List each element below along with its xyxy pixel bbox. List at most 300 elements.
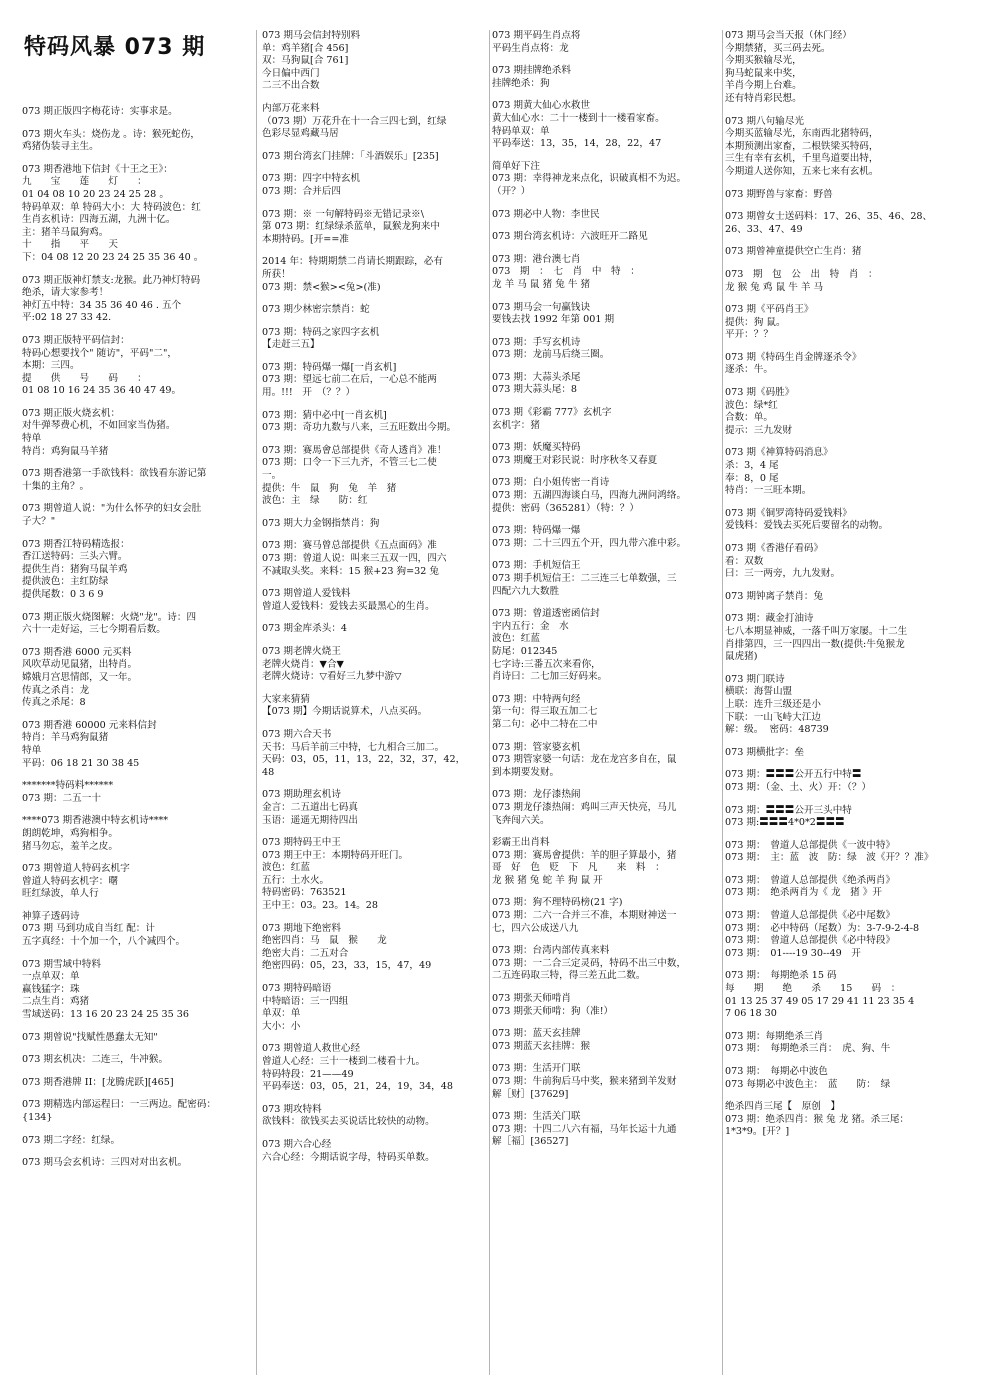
- text-block: [492, 442, 720, 467]
- text-line: 平码奉送：13，35，14，28，22，47: [492, 138, 662, 150]
- text-block: [492, 254, 720, 292]
- text-line: 绝杀四肖三尾【 原创 】: [725, 1101, 841, 1113]
- text-line: 二五连码取三特，得三差五此二数。: [492, 970, 646, 982]
- text-line: 挂牌绝杀：狗: [492, 77, 550, 89]
- text-line: 073 期：合并后四: [262, 185, 341, 197]
- text-line: 内部万花来料: [262, 102, 320, 114]
- text-block: [262, 729, 487, 779]
- text-line: 防尾：012345: [492, 645, 558, 657]
- text-line: 提供尾数：0 3 6 9: [22, 589, 104, 600]
- text-line: 二三不出合数: [262, 80, 320, 92]
- text-block: [492, 742, 720, 780]
- text-line: 26、33、47、49: [725, 223, 803, 235]
- text-line: 今期买猴输尽光，: [725, 55, 802, 67]
- text-line: 073 期：龙仔漆热闹: [492, 789, 581, 801]
- text-line: 玉语：遥遥无期待四出: [262, 814, 358, 826]
- text-block: [725, 211, 957, 236]
- text-line: 黄大仙心水：二十一楼到十一楼看家畜。: [492, 112, 665, 124]
- text-line: 下：04 08 12 20 23 24 25 35 36 40 。: [22, 251, 204, 263]
- text-line: 要钱去找 1992 年第 001 期: [492, 314, 615, 326]
- text-line: 073 期： 曾道人总部提供《必中特段》: [725, 935, 896, 947]
- text-line: 特肖：鸡狗鼠马羊猪: [22, 445, 109, 457]
- text-line: 073 期：蓝天玄挂牌: [492, 1028, 581, 1040]
- text-line: 飞奔闯六关。: [492, 814, 550, 826]
- text-line: 曰：三一两旁，九九发财。: [725, 568, 841, 580]
- text-line: 合数：单。: [725, 412, 773, 424]
- text-line: 073 期王中王：本期特码开旺门。: [262, 849, 409, 861]
- text-line: 平:02 18 27 33 42.: [22, 312, 112, 324]
- text-block: [492, 945, 720, 983]
- text-line: 073 期：幸得神龙来点化，识破真相不为迟。: [492, 173, 687, 185]
- text-line: 猪马勿忘，羞羊之皮。: [22, 840, 118, 852]
- text-line: 曾道人心经：三十一楼到二楼看十九。: [262, 1056, 426, 1067]
- text-block: [492, 407, 720, 432]
- text-block: [262, 304, 487, 317]
- text-line: 宇内五行：金 水: [492, 620, 569, 632]
- text-line: 073 期：特码爆一爆[一肖玄机]: [262, 361, 397, 373]
- text-line: 提供生肖：猪狗马鼠羊鸡: [22, 563, 128, 575]
- text-line: 01 08 10 16 24 35 36 40 47 49。: [22, 385, 182, 397]
- text-line: 【走赶三五】: [262, 339, 320, 351]
- text-line: 073 期：龙前马后绕三圈。: [492, 349, 610, 361]
- text-line: 073 期《铜罗湾特码爱钱料》: [725, 507, 852, 519]
- text-line: 1*3*9。[开？]: [725, 1126, 790, 1138]
- text-line: 073 期正版火烧玄机：: [22, 407, 121, 419]
- text-block: [725, 875, 957, 900]
- text-line: 073 期曾道人救世心经: [262, 1043, 361, 1055]
- text-line: 中特暗语：三一四组: [262, 995, 349, 1007]
- text-line: 特单: [22, 433, 42, 445]
- text-line: 爱钱料：爱钱去买死后要留名的动物。: [725, 520, 889, 532]
- text-line: 073 期魔王对彩民说：时序秋冬又春夏: [492, 454, 658, 466]
- text-block: [22, 863, 240, 901]
- text-line: 所获！: [262, 268, 291, 280]
- text-line: 哥 好 色 贬 下 凡 来 料 ：: [492, 862, 665, 874]
- text-line: 073 期攻特料: [262, 1103, 322, 1115]
- text-line: 波色：红蓝: [492, 633, 540, 645]
- text-line: 雪域送码：13 16 20 23 24 25 35 36: [22, 1009, 189, 1021]
- text-block: [22, 911, 240, 949]
- text-line: 香江送特码：三头六臂。: [22, 551, 128, 563]
- text-line: 073 期： 曾道人总部提供《必中尾数》: [725, 910, 896, 922]
- text-line: 传真之杀肖：龙: [22, 684, 90, 696]
- text-line: 073 期：望远七前二在后，一心总不能两: [262, 374, 437, 386]
- text-block: [492, 65, 720, 90]
- text-line: 主：猪羊马鼠狗鸡。: [22, 226, 109, 238]
- text-line: 一。: [262, 470, 282, 482]
- text-line: 上联：连升三级还是小: [725, 698, 821, 710]
- text-line: 073 期：生活关门联: [492, 1111, 581, 1123]
- text-line: 龙 猴 兔 鸡 鼠 牛 羊 马: [725, 281, 824, 293]
- text-line: 073 期香港地下信封《十王之王》：: [22, 163, 173, 175]
- text-line: ****073 期香港澳中特玄机诗****: [22, 815, 169, 827]
- text-block: [725, 613, 957, 663]
- text-block: [492, 993, 720, 1018]
- text-line: 073 期：绝杀四肖：猴 兔 龙 猪。杀三尾：: [725, 1113, 910, 1125]
- text-line: 色彩尽显鸡藏马居: [262, 128, 339, 140]
- text-line: 到本期要发财。: [492, 766, 560, 778]
- text-block: [262, 103, 487, 141]
- text-line: 073 期地下绝密料: [262, 922, 341, 934]
- text-line: 073 期少林密宗禁肖：蛇: [262, 304, 370, 316]
- text-line: 073 期：二六一合并三不准，本期财神送一: [492, 910, 677, 922]
- text-line: 本期特码。[开==准: [262, 233, 349, 245]
- text-line: 第二句：必中二特在二中: [492, 718, 598, 730]
- text-line: 提供：密码（365281）（特：？）: [492, 502, 639, 514]
- text-block: [492, 372, 720, 397]
- text-line: 073 期马会一句赢钱诀: [492, 301, 591, 313]
- text-line: 073 期台湾玄机诗：六波旺开二路见: [492, 231, 648, 243]
- text-line: 七八本期显神威，一落千叫万家屡。十二生: [725, 625, 908, 637]
- text-block: [725, 447, 957, 497]
- text-block: [262, 30, 487, 93]
- text-line: 073 期张天师啃：狗（准!）: [492, 1005, 614, 1017]
- text-line: 看：双数: [725, 555, 764, 567]
- text-line: 王中王：03。23。14。28: [262, 900, 378, 912]
- text-line: 073 期曾道人爱钱料: [262, 588, 351, 600]
- text-line: 073 期：生活开门联: [492, 1063, 581, 1075]
- newspaper-page: [22, 30, 972, 1375]
- text-line: 073 期老牌火烧王: [262, 645, 341, 657]
- text-line: 073 期： 绝杀两肖为《 龙 猪 》开: [725, 887, 882, 899]
- text-line: 073 期：猜中必中[一肖玄机]: [262, 409, 387, 421]
- text-line: 073 期曾女士送码料：17、26、35、46、28、: [725, 211, 933, 223]
- text-line: 073 期： 必中特码（尾数）为：3-7-9-2-4-8: [725, 922, 920, 934]
- text-line: 天码：03，05，11，13，22，32，37，42，: [262, 754, 466, 766]
- text-line: 今日偏中西门: [262, 67, 320, 79]
- text-block: [22, 106, 240, 119]
- text-block: [22, 647, 240, 710]
- text-line: 073 期：手写玄机诗: [492, 336, 581, 348]
- text-line: 解［财］[37629]: [492, 1088, 569, 1100]
- text-line: 073 期： 01----19 30--49 开: [725, 947, 861, 959]
- text-line: 073 期：曾道透密函信封: [492, 608, 600, 620]
- text-line: 绝杀，请大家参考！: [22, 287, 109, 299]
- text-line: 老牌火烧肖：▼合▼: [262, 658, 344, 670]
- text-line: 今期道人送你知，五来七来有玄机。: [725, 165, 879, 177]
- text-line: 073 期香港 60000 元来料信封: [22, 719, 157, 731]
- text-block: [492, 30, 720, 55]
- text-line: 073 期香江特码精选报：: [22, 538, 130, 550]
- text-line: 肖诗曰：二七加三好码来。: [492, 671, 608, 683]
- text-block: [492, 477, 720, 515]
- text-line: 每 期 绝 杀 15 码 ：: [725, 983, 901, 995]
- text-line: 特码特段：21——49: [262, 1068, 354, 1080]
- text-line: 073 期：口令一下三九齐，不管三七二使: [262, 457, 437, 469]
- text-line: {134}: [22, 1112, 53, 1123]
- text-line: 解［福］[36527]: [492, 1136, 569, 1148]
- text-line: 073 期： 曾道人总部提供《一波中特》: [725, 839, 896, 851]
- text-line: 073 期《神算特码消息》: [725, 447, 833, 459]
- column-divider: [489, 30, 490, 1375]
- text-line: 朗朗乾坤，鸡狗相争。: [22, 827, 118, 839]
- text-block: [22, 275, 240, 325]
- text-line: 天书：马后羊前三中特，七九相合三加二。: [262, 741, 445, 753]
- text-line: 特码密码：763521: [262, 887, 347, 899]
- text-line: 龙 猴 猪 兔 蛇 羊 狗 鼠 开: [492, 874, 603, 886]
- column-2: [262, 30, 487, 1375]
- text-block: [262, 445, 487, 508]
- text-block: [725, 116, 957, 179]
- text-block: [262, 256, 487, 294]
- text-line: 六十一走好运，三七今期看后数。: [22, 624, 166, 636]
- text-line: 绝密四肖：马 鼠 猴 龙: [262, 935, 387, 947]
- text-line: 杀：3，4 尾: [725, 460, 779, 472]
- text-line: 073 期张天师啃肖: [492, 993, 571, 1005]
- text-line: （073 期）万花升在十一合三四七到，红绿: [262, 115, 447, 127]
- page-title: 特码风暴 073 期: [24, 35, 206, 60]
- text-line: 073 期：赛马曾总部提供《五点面码》准: [262, 540, 437, 552]
- text-line: 提供：狗 鼠。: [725, 316, 786, 328]
- text-line: 01 04 08 10 20 23 24 25 28 。: [22, 188, 169, 200]
- text-line: 曾道人特码玄机字：曙: [22, 875, 118, 887]
- text-line: 073 期：四字中特玄机: [262, 173, 361, 185]
- text-line: 特肖：羊马鸡狗鼠猪: [22, 732, 109, 744]
- text-line: 单：鸡羊猪[合 456]: [262, 42, 349, 54]
- text-line: 073 期《码胜》: [725, 387, 795, 399]
- text-line: 特肖：一三旺本期。: [725, 485, 812, 497]
- text-line: 2014 年：特期期禁二肖请长期跟踪，必有: [262, 256, 443, 268]
- text-line: 大家来猜猜: [262, 693, 310, 705]
- text-block: [262, 173, 487, 198]
- text-block: [492, 608, 720, 684]
- text-line: 073 期：〓〓〓公开三头中特: [725, 804, 852, 816]
- text-block: [262, 694, 487, 719]
- text-line: 提示：三九发财: [725, 424, 793, 436]
- text-line: 073 期正版火烧图解：火烧"龙"。诗：四: [22, 611, 197, 623]
- text-line: 073 期： 每期绝杀三肖： 虎、狗、牛: [725, 1043, 891, 1055]
- text-line: 双：马狗鼠[合 761]: [262, 55, 349, 67]
- text-block: [262, 789, 487, 827]
- text-block: [22, 1054, 240, 1067]
- text-block: [22, 959, 240, 1022]
- text-line: 073 期正版特平码信封：: [22, 334, 130, 346]
- text-line: 073 期曾道人说："为什么怀孕的妇女会肚: [22, 503, 202, 515]
- text-line: 对牛弹琴费心机，不如回家当伪猪。: [22, 420, 176, 432]
- column-1: [22, 30, 240, 1375]
- text-line: 波色：主 绿 防：红: [262, 495, 368, 507]
- text-line: 欲钱料：欲钱买去买说话比较快的动物。: [262, 1116, 435, 1128]
- text-block: [725, 387, 957, 437]
- text-line: 五字真经：十个加一个，八个减四个。: [22, 936, 186, 948]
- text-line: 三生有幸有玄机，千里鸟道要出特，: [725, 153, 879, 165]
- column-divider: [722, 30, 723, 1375]
- text-line: 九 宝 莲 灯 ：: [22, 176, 147, 188]
- text-block: [262, 518, 487, 531]
- text-line: 073 期八句输尽光: [725, 115, 804, 127]
- text-line: 073 期大蒜头尾：8: [492, 384, 578, 396]
- text-line: 48: [262, 766, 275, 778]
- text-line: 提 供 号 码 ：: [22, 372, 147, 384]
- text-block: [725, 304, 957, 342]
- text-line: 073 期《香港仔看码》: [725, 543, 824, 554]
- text-line: 五行：土水火。: [262, 874, 330, 886]
- text-block: [725, 591, 957, 604]
- text-line: 神算子透码诗: [22, 910, 80, 922]
- text-line: 073 期门联诗: [725, 673, 785, 685]
- text-line: 金言：二五道出七码真: [262, 801, 358, 813]
- text-block: [492, 1063, 720, 1101]
- text-block: [262, 983, 487, 1033]
- text-line: 073 期：每期绝杀三肖: [725, 1030, 824, 1042]
- text-line: 073 期手机短信王：二三连三七单数强，三: [492, 573, 677, 584]
- text-line: 073 期：手机短信王: [492, 560, 581, 572]
- text-block: [22, 129, 240, 154]
- text-block: [725, 508, 957, 533]
- text-block: [725, 1066, 957, 1091]
- text-line: 073 期特码暗语: [262, 983, 332, 995]
- text-block: [492, 302, 720, 327]
- text-line: 本期：三四。: [22, 360, 80, 372]
- text-block: [262, 410, 487, 435]
- text-block: [262, 209, 487, 247]
- text-block: [22, 612, 240, 637]
- text-block: [22, 164, 240, 265]
- text-line: 073 期横批字：垒: [725, 746, 804, 758]
- text-line: 073 期六合心经: [262, 1138, 332, 1150]
- text-line: 平码生肖点将：龙: [492, 42, 569, 54]
- text-line: 073 期香港 6000 元买料: [22, 646, 132, 658]
- text-block: [492, 337, 720, 362]
- text-block: [262, 151, 487, 164]
- text-line: 单双：单: [262, 1008, 301, 1020]
- text-line: 073 期大力金钢指禁肖：狗: [262, 517, 380, 529]
- text-line: 073 期《彩霸 777》玄机字: [492, 407, 612, 419]
- text-line: 特码单双：单 特码大小：大 特码波色：红: [22, 201, 201, 213]
- text-block: [725, 674, 957, 737]
- text-line: 073 期马会当天报（休门经）: [725, 30, 852, 41]
- text-line: 073 期雪域中特料: [22, 958, 101, 970]
- text-line: 073 期六合天书: [262, 728, 332, 740]
- text-line: 073 期：禁<猴><兔>(准): [262, 281, 381, 293]
- text-line: *******特码料******: [22, 780, 114, 792]
- text-line: 073 期正版四字梅花诗：实事求是。: [22, 106, 178, 117]
- text-block: [22, 780, 240, 805]
- text-line: 风吹草动见鼠猪，出特肖。: [22, 659, 138, 671]
- text-block: [22, 1157, 240, 1170]
- text-line: 073 期龙仔漆热闹：鸡叫三声天快亮，马儿: [492, 801, 677, 813]
- text-line: 平码奉送：03，05，21，24，19，34，48: [262, 1081, 453, 1093]
- text-line: 第 073 期：红绿绿杀蓝单，鼠猴龙狗来中: [262, 221, 440, 233]
- text-line: 073 期：藏金打油诗: [725, 613, 814, 625]
- text-line: 第一句：得三取五加二七: [492, 706, 598, 718]
- text-line: 073 期：管家婆玄机: [492, 741, 581, 753]
- text-line: 073 期二字经：红绿。: [22, 1134, 121, 1146]
- text-block: [22, 503, 240, 528]
- text-block: [262, 327, 487, 352]
- text-line: 六合心经：今期话说字母，特码买单数。: [262, 1151, 435, 1163]
- text-block: [22, 1099, 240, 1124]
- text-line: 今期禁猪，买三码去死。: [725, 42, 831, 54]
- text-block: [492, 209, 720, 222]
- text-line: 旺红绿波，单人行: [22, 888, 99, 900]
- text-line: 073 期钟离子禁肖：兔: [725, 590, 824, 602]
- text-block: [492, 100, 720, 150]
- text-line: 二点生肖：鸡猪: [22, 996, 90, 1008]
- text-line: 073 期金库杀头：4: [262, 623, 348, 635]
- text-line: 彩霸王出肖料: [492, 837, 550, 849]
- text-line: 01 13 25 37 49 05 17 29 41 11 23 35 4: [725, 995, 915, 1007]
- text-block: [492, 897, 720, 935]
- text-line: 073 期： 每期绝杀 15 码: [725, 970, 837, 982]
- text-block: [725, 30, 957, 106]
- text-line: 073 期：大蒜头杀尾: [492, 371, 581, 383]
- text-line: 本期预测出家畜，二根铁梁买特码，: [725, 140, 879, 152]
- text-line: 073 期蓝天玄挂牌：猴: [492, 1040, 591, 1052]
- text-block: [262, 623, 487, 636]
- text-block: [22, 1032, 240, 1045]
- text-block: [262, 1104, 487, 1129]
- text-line: 特单: [22, 744, 42, 756]
- text-line: 绝密大肖：二五对合: [262, 947, 349, 959]
- text-block: [725, 1101, 957, 1139]
- text-line: 073 每期必中波色主： 蓝 防： 绿: [725, 1078, 891, 1090]
- text-line: 特码单双：单: [492, 125, 550, 137]
- text-block: [22, 1135, 240, 1148]
- text-line: 073 期 包 公 出 特 肖 ：: [725, 268, 878, 280]
- text-block: [725, 747, 957, 760]
- text-block: [492, 161, 720, 199]
- text-block: [725, 910, 957, 960]
- text-block: [262, 1139, 487, 1164]
- text-line: 073 期 ： 七 肖 中 特 ：: [492, 266, 640, 278]
- text-line: 073 期：一二合三定灵码，特码不出三中数，: [492, 957, 687, 969]
- text-line: 073 期：二五一十: [22, 792, 101, 804]
- text-line: 073 期：赛馬會总部提供《奇人透肖》准！: [262, 444, 447, 456]
- text-line: 073 期精选内部运程曰：一三两边。配密码：: [22, 1099, 217, 1111]
- text-line: 狗马蛇鼠来中奖，: [725, 67, 802, 79]
- text-block: [22, 720, 240, 770]
- text-line: 奉：8，0 尾: [725, 472, 779, 484]
- text-block: [22, 468, 240, 493]
- text-line: 七，四六公成送八九: [492, 922, 579, 934]
- text-line: 十集的主角？。: [22, 480, 90, 492]
- text-line: 玄机字：猪: [492, 419, 540, 431]
- text-block: [262, 646, 487, 684]
- text-line: 用。!!! 开 （？？）: [262, 387, 356, 399]
- text-line: 073 期野兽与家畜：野兽: [725, 188, 833, 200]
- text-line: 073 期《特码生肖金牌逐杀令》: [725, 351, 862, 363]
- text-line: 7 06 18 30: [725, 1008, 777, 1020]
- text-line: 提供：牛 鼠 狗 兔 羊 猪: [262, 482, 397, 494]
- text-block: [492, 231, 720, 244]
- text-block: [492, 1111, 720, 1149]
- text-line: 073 期：中特两句经: [492, 693, 581, 705]
- text-block: [725, 769, 957, 794]
- text-block: [492, 525, 720, 550]
- text-line: 羊肖今期上台难。: [725, 80, 802, 92]
- text-line: 073 期必中人物：李世民: [492, 208, 600, 220]
- text-line: 073 期：特码爆一爆: [492, 525, 581, 537]
- text-line: 073 期正版神灯禁支:龙猴。此乃神灯特码: [22, 274, 201, 286]
- text-line: 大小：小: [262, 1020, 301, 1032]
- text-line: 生肖玄机诗：四海五湖，九洲十亿。: [22, 214, 176, 226]
- text-block: [262, 923, 487, 973]
- text-line: 七字诗:三番五次来看你，: [492, 658, 601, 670]
- text-line: 073 期《平码肖王》: [725, 304, 814, 316]
- text-block: [22, 335, 240, 398]
- text-block: [22, 408, 240, 458]
- text-line: 解：级。 密码：48739: [725, 724, 829, 736]
- column-3: [492, 30, 720, 1375]
- text-line: 073 期香港第一手欲钱料：欲钱看东游记第: [22, 468, 207, 480]
- text-line: 073 期：（金、土、火）开：（？）: [725, 781, 872, 793]
- text-block: [725, 246, 957, 259]
- text-line: 073 期香港牌 II：[龙腾虎跃][465]: [22, 1076, 174, 1088]
- text-line: 神灯五中特：34 35 36 40 46 . 五个: [22, 299, 182, 311]
- text-line: 平开：？？: [725, 329, 773, 341]
- text-block: [22, 1077, 240, 1090]
